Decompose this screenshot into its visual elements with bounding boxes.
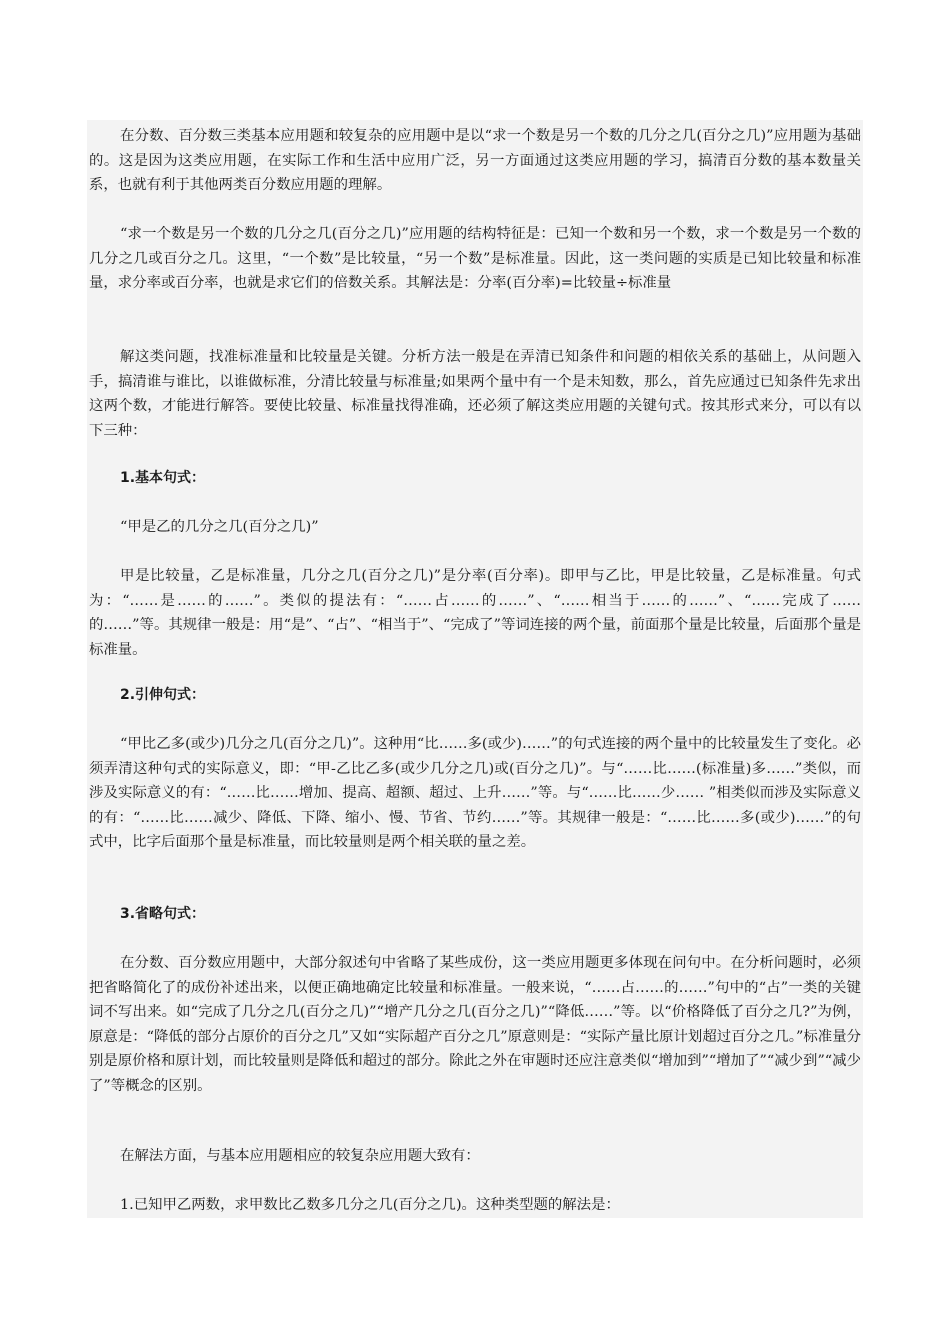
heading-basic-pattern: 1.基本句式： — [120, 470, 206, 486]
paragraph-complex-intro: 在解法方面，与基本应用题相应的较复杂应用题大致有： — [120, 1148, 480, 1164]
article-body — [87, 120, 863, 1218]
paragraph-omitted-explanation: 在分数、百分数应用题中，大部分叙述句中省略了某些成份，这一类应用题更多体现在问句中。在分析问题时，必须把省略简化了的成份补述出来，以便正确地确定比较量和标准量。一般来说，“……占……的……”句中的“占”一类的关键词不写出来。如“完成了几分之几(百分之几)”“增产几分之几(百分之几)”“降低……”等。以“价格降低了百分之几?”为例，原意是：“降低的部分占原价的百分之几”又如“实际超产百分之几”原意则是：“实际产量比原计划超过百分之几。”标准量分别是原价格和原计划，而比较量则是降低和超过的部分。除此之外在审题时还应注意类似“增加到”“增加了”“减少到”“减少了”等概念的区别。 — [89, 955, 861, 1094]
paragraph-complex-type-1: 1.已知甲乙两数，求甲数比乙数多几分之几(百分之几)。这种类型题的解法是： — [120, 1197, 620, 1213]
paragraph-basic-explanation: 甲是比较量，乙是标准量，几分之几(百分之几)”是分率(百分率)。即甲与乙比，甲是比较量，乙是标准量。句式为：“……是……的……”。类似的提法有：“……占……的……”、“……相当于……的……”、“……完成了……的……”等。其规律一般是：用“是”、“占”、“相当于”、“完成了”等词连接的两个量，前面那个量是比较量，后面那个量是标准量。 — [89, 568, 861, 658]
paragraph-basic-formula: “甲是乙的几分之几(百分之几)” — [120, 519, 319, 535]
paragraph-method: 解这类问题，找准标准量和比较量是关键。分析方法一般是在弄清已知条件和问题的相依关系的基础上，从问题入手，搞清谁与谁比，以谁做标准，分清比较量与标准量;如果两个量中有一个是未知数，那么，首先应通过已知条件先求出这两个数，才能进行解答。要使比较量、标准量找得准确，还必须了解这类应用题的关键句式。按其形式来分，可以有以下三种： — [89, 349, 861, 439]
paragraph-structure: “求一个数是另一个数的几分之几(百分之几)”应用题的结构特征是：已知一个数和另一个数，求一个数是另一个数的几分之几或百分之几。这里，“一个数”是比较量，“另一个数”是标准量。因此，这一类问题的实质是已知比较量和标准量，求分率或百分率，也就是求它们的倍数关系。其解法是：分率(百分率)=比较量÷标准量 — [89, 226, 861, 291]
paragraph-intro: 在分数、百分数三类基本应用题和较复杂的应用题中是以“求一个数是另一个数的几分之几(百分之几)”应用题为基础的。这是因为这类应用题，在实际工作和生活中应用广泛，另一方面通过这类应用题的学习，搞清百分数的基本数量关系，也就有利于其他两类百分数应用题的理解。 — [89, 128, 861, 193]
heading-extended-pattern: 2.引伸句式： — [120, 687, 206, 703]
heading-omitted-pattern: 3.省略句式： — [120, 906, 206, 922]
paragraph-extended-explanation: “甲比乙多(或少)几分之几(百分之几)”。这种用“比……多(或少)……”的句式连接的两个量中的比较量发生了变化。必须弄清这种句式的实际意义，即：“甲-乙比乙多(或少几分之几)或(百分之几)”。与“……比……(标准量)多……”类似，而涉及实际意义的有：“……比……增加、提高、超额、超过、上升……”等。与“……比……少…… ”相类似而涉及实际意义的有：“……比……减少、降低、下降、缩小、慢、节省、节约……”等。其规律一般是：“……比……多(或少)……”的句式中，比字后面那个量是标准量，而比较量则是两个相关联的量之差。 — [89, 736, 861, 850]
